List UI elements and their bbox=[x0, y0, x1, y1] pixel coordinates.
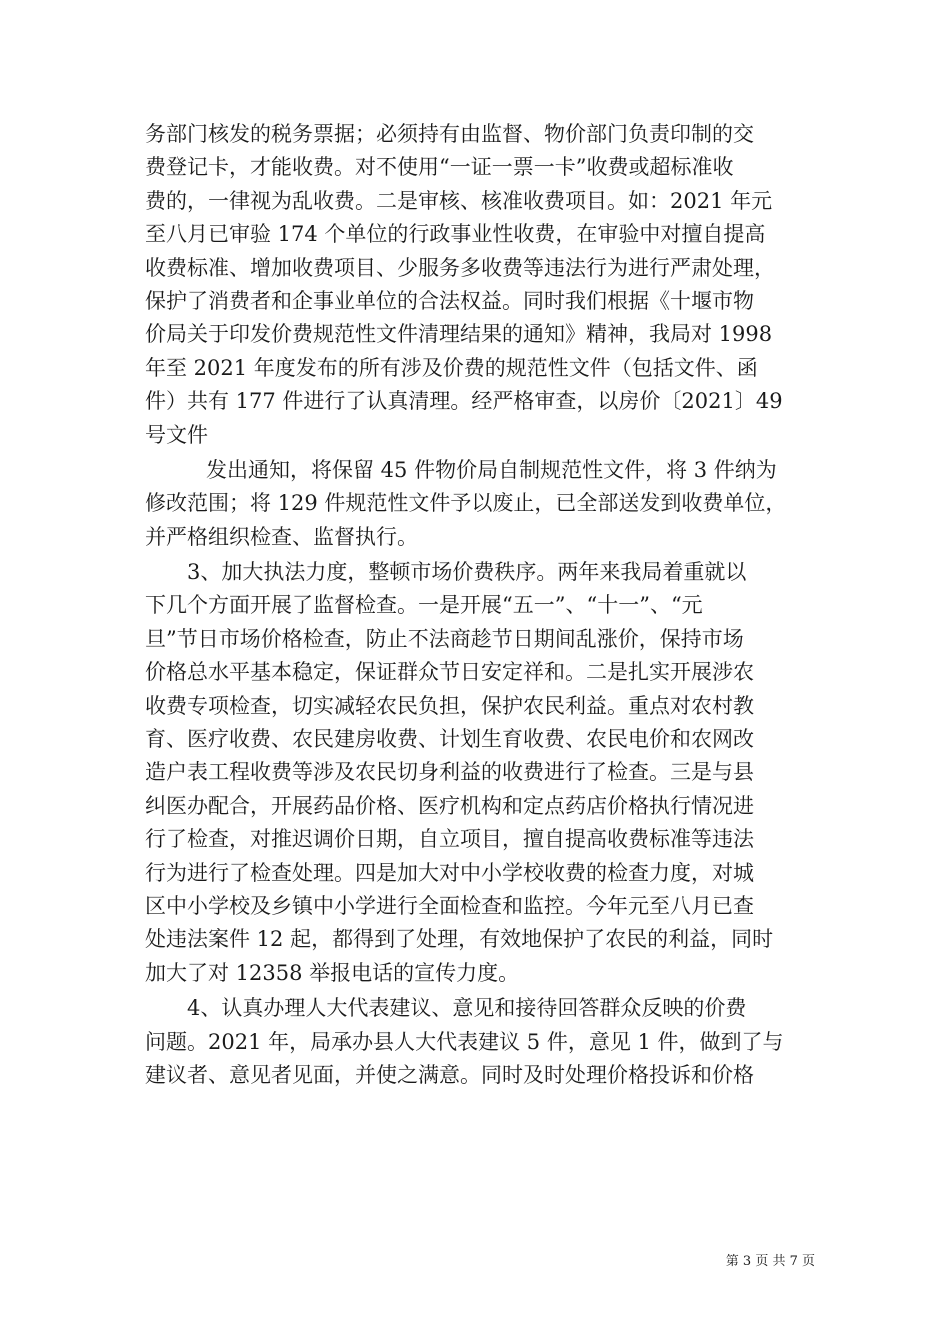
text-line: 3、加大执法力度，整顿市场价费秩序。两年来我局着重就以 bbox=[187, 560, 747, 585]
text-line: 保护了消费者和企事业单位的合法权益。同时我们根据《十堰市物 bbox=[145, 288, 754, 313]
text-line: 处违法案件 12 起，都得到了处理，有效地保护了农民的利益，同时 bbox=[145, 927, 774, 952]
text-line: 至八月已审验 174 个单位的行政事业性收费，在审验中对擅自提高 bbox=[145, 222, 766, 247]
text-line: 下几个方面开展了监督检查。一是开展“五一”、“十一”、“元 bbox=[145, 593, 703, 618]
text-line: 修改范围；将 129 件规范性文件予以废止，已全部送发到收费单位， bbox=[145, 491, 787, 516]
text-line: 建议者、意见者见面，并使之满意。同时及时处理价格投诉和价格 bbox=[145, 1062, 754, 1087]
text-line: 纠医办配合，开展药品价格、医疗机构和定点药店价格执行情况进 bbox=[145, 793, 754, 818]
text-line: 行为进行了检查处理。四是加大对中小学校收费的检查力度，对城 bbox=[145, 860, 754, 885]
text-line: 收费标准、增加收费项目、少服务多收费等违法行为进行严肃处理， bbox=[145, 255, 775, 280]
text-line: 加大了对 12358 举报电话的宣传力度。 bbox=[145, 960, 520, 985]
page-number: 第 3 页 共 7 页 bbox=[725, 1254, 815, 1269]
text-line: 造户表工程收费等涉及农民切身利益的收费进行了检查。三是与县 bbox=[145, 760, 754, 785]
document-body bbox=[145, 118, 815, 1092]
text-line: 费登记卡，才能收费。对不使用“一证一票一卡”收费或超标准收 bbox=[145, 155, 734, 180]
text-line: 件）共有 177 件进行了认真清理。经严格审查，以房价〔2021〕49 bbox=[145, 389, 783, 414]
text-line: 年至 2021 年度发布的所有涉及价费的规范性文件（包括文件、函 bbox=[145, 355, 758, 380]
text-line: 号文件 bbox=[145, 422, 208, 447]
text-line: 行了检查，对推迟调价日期，自立项目，擅自提高收费标准等违法 bbox=[145, 827, 754, 852]
text-line: 区中小学校及乡镇中小学进行全面检查和监控。今年元至八月已查 bbox=[145, 893, 754, 918]
text-line: 价局关于印发价费规范性文件清理结果的通知》精神，我局对 1998 bbox=[145, 322, 773, 347]
text-line: 4、认真办理人大代表建议、意见和接待回答群众反映的价费 bbox=[187, 996, 747, 1021]
text-line: 问题。2021 年，局承办县人大代表建议 5 件，意见 1 件，做到了与 bbox=[145, 1029, 784, 1054]
text-line: 费的，一律视为乱收费。二是审核、核准收费项目。如：2021 年元 bbox=[145, 188, 773, 213]
text-line: 价格总水平基本稳定，保证群众节日安定祥和。二是扎实开展涉农 bbox=[145, 660, 754, 685]
text-line: 育、医疗收费、农民建房收费、计划生育收费、农民电价和农网改 bbox=[145, 727, 754, 752]
text-line: 旦”节日市场价格检查，防止不法商趁节日期间乱涨价，保持市场 bbox=[145, 626, 744, 651]
text-line: 发出通知，将保留 45 件物价局自制规范性文件，将 3 件纳为 bbox=[206, 457, 777, 482]
text-line: 务部门核发的税务票据；必须持有由监督、物价部门负责印制的交 bbox=[145, 122, 754, 146]
text-line: 收费专项检查，切实减轻农民负担，保护农民利益。重点对农村教 bbox=[145, 693, 754, 718]
text-line: 并严格组织检查、监督执行。 bbox=[145, 524, 418, 549]
